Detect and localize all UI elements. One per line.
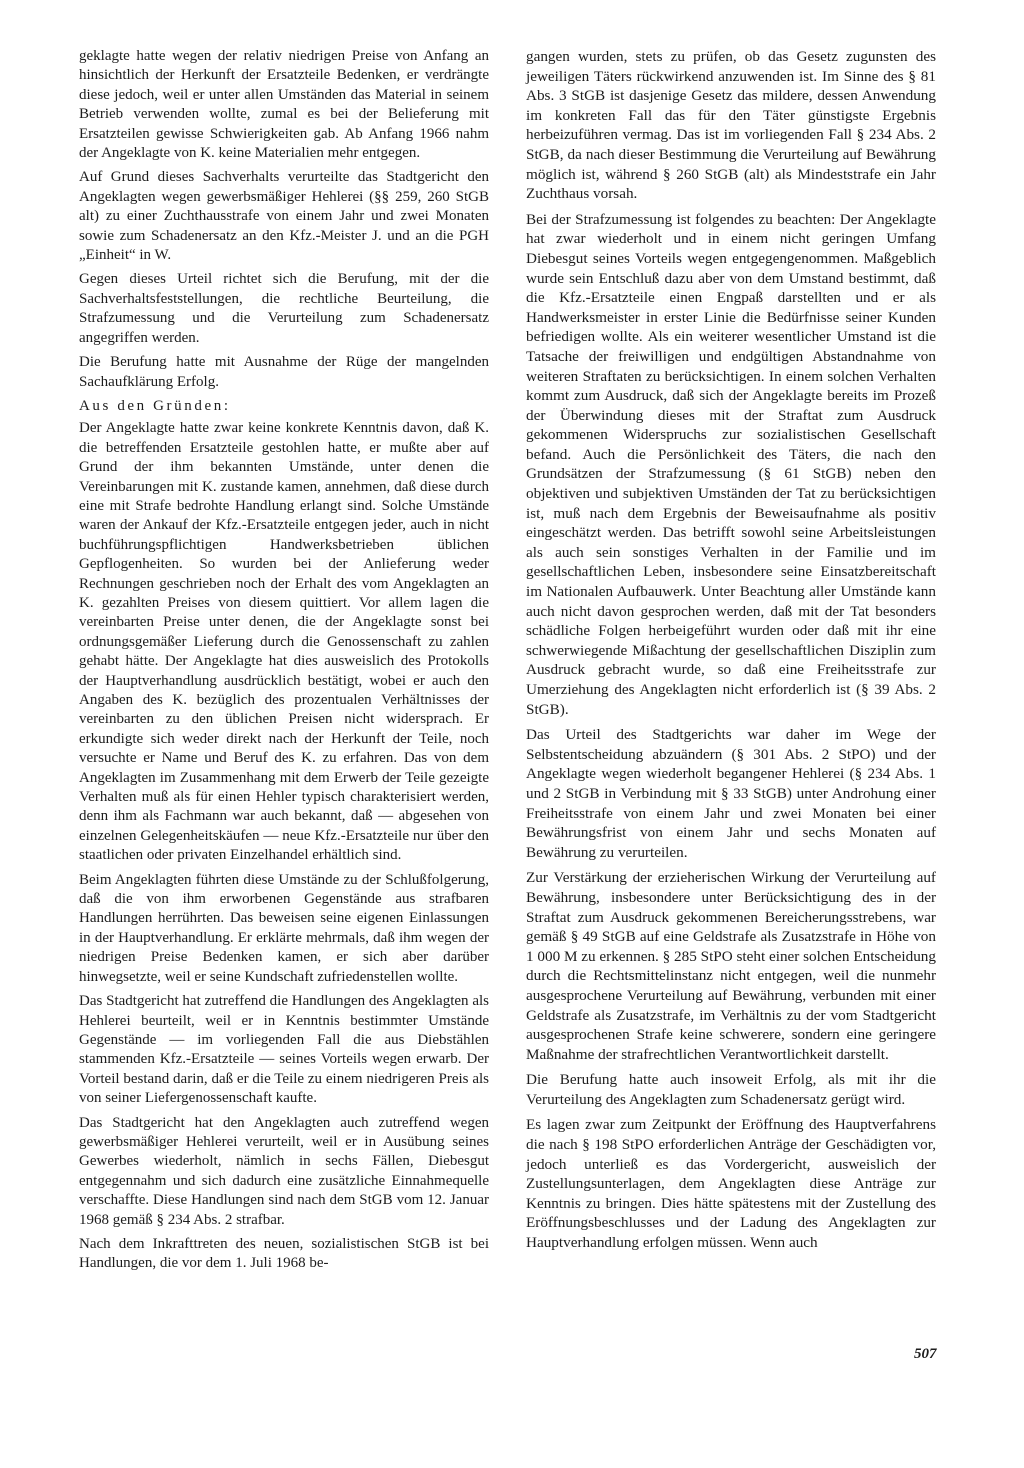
paragraph: Auf Grund dieses Sachverhalts verurteilte das Stadtgericht den Angeklagten wegen gewerbsmäßiger Hehlerei (§§ 259, 260 StGB alt) zu einer Zuchthausstrafe von einem Jahr und zwei Monaten sowie zum Schadenersatz an den Kfz.-Meister J. und an die PGH „Einheit“ in W. (79, 169, 489, 264)
paragraph: Zur Verstärkung der erzieherischen Wirkung der Verurteilung auf Bewährung, insbesondere unter Berücksichtigung des in der Straftat zum Ausdruck gekommenen Bereicherungsstrebens, war gemäß § 49 StGB auf eine Geldstrafe als Zusatzstrafe in Höhe von 1 000 M zu erkennen. § 285 StPO steht einer solchen Entscheidung durch die Rechtsmittelinstanz nicht entgegen, weil die nunmehr ausgesprochene Verurteilung auf Bewährung, verbunden mit einer Geldstrafe als Zusatzstrafe, im Verhältnis zu der vom Stadtgericht ausgesprochenen Strafe keine schwerere, sondern eine geringere Maßnahme der strafrechtlichen Verantwortlichkeit darstellt. (526, 869, 936, 1063)
paragraph: Die Berufung hatte mit Ausnahme der Rüge der mangelnden Sachaufklärung Erfolg. (79, 354, 489, 390)
right-column (526, 47, 936, 1259)
section-heading: Aus den Gründen: (79, 397, 231, 414)
paragraph: Nach dem Inkrafttreten des neuen, sozialistischen StGB ist bei Handlungen, die vor dem 1. Juli 1968 be- (79, 1235, 489, 1272)
paragraph: Der Angeklagte hatte zwar keine konkrete Kenntnis davon, daß K. die betreffenden Ersatzteile gestohlen hatte, er mußte aber auf Grund der ihm bekannten Umstände, unter denen die Vereinbarungen mit K. zustande kamen, annehmen, daß diese durch eine mit Strafe bedrohte Handlung erlangt sind. Solche Umstände waren der Ankauf der Kfz.-Ersatzteile entgegen jeder, auch in nicht buchführungspflichtigen Handwerksbetrieben üblichen Gepflogenheiten. So wurden bei der Anlieferung weder Rechnungen geschrieben noch der Erhalt des vom Angeklagten an K. gezahlten Preises von diesem quittiert. Vor allem lagen die vereinbarten Preise unter denen, die der Angeklagte sonst bei ordnungsgemäßer Lieferung durch die Genossenschaft zu zahlen gehabt hätte. Der Angeklagte hat dies ausweislich des Protokolls der Hauptverhandlung ausdrücklich bestätigt, wobei er auch den Angaben des K. bezüglich des prozentualen Verhältnisses der vereinbarten zu den üblichen Preisen nicht widersprach. Er erkundigte sich weder direkt nach der Herkunft der Teile, noch versuchte er Name und Beruf des K. zu erfahren. Das von dem Angeklagten im Zusammenhang mit dem Erwerb der Teile gezeigte Verhalten muß als für einen Hehler typisch charakterisiert werden, denn ihm als Fachmann war auch bekannt, daß — abgesehen von einzelnen Gelegenheitskäufen — neue Kfz.-Ersatzteile nur über den staatlichen oder privaten Einzelhandel erhältlich sind. (79, 420, 489, 864)
paragraph: Das Stadtgericht hat den Angeklagten auch zutreffend wegen gewerbsmäßiger Hehlerei verurteilt, weil er in Ausübung seines Gewerbes wiederholt, nämlich in sechs Fällen, Diebesgut entgegennahm und sich dadurch eine zusätzliche Einnahmequelle verschaffte. Diese Handlungen sind nach dem StGB vom 12. Januar 1968 gemäß § 234 Abs. 2 strafbar. (79, 1114, 489, 1228)
paragraph: Es lagen zwar zum Zeitpunkt der Eröffnung des Hauptverfahrens die nach § 198 StPO erforderlichen Anträge der Geschädigten vor, jedoch unterließ es das Vordergericht, ausweislich der Zustellungsunterlagen, dem Angeklagten diese Anträge zur Kenntnis zu bringen. Dies hätte spätestens mit der Zustellung des Eröffnungsbeschlusses und der Ladung des Angeklagten zur Hauptverhandlung erfolgen müssen. Wenn auch (526, 1116, 936, 1252)
left-column (79, 47, 489, 1279)
page-number: 507 (914, 1346, 937, 1362)
paragraph: Bei der Strafzumessung ist folgendes zu beachten: Der Angeklagte hat zwar wiederholt und in einem nicht geringen Umfang Diebesgut seines Vorteils wegen entgegengenommen. Maßgeblich wurde sein Entschluß dazu aber von dem Umstand bestimmt, daß die Kfz.-Ersatzteile einen Engpaß darstellten und er als Handwerksmeister in erster Linie die Bedürfnisse seiner Kunden befriedigen wollte. Als ein weiterer wesentlicher Umstand ist die Tatsache der freiwilligen und endgültigen Abstandnahme von weiteren Straftaten zu berücksichtigen. In einem solchen Verhalten kommt zum Ausdruck, daß sich der Angeklagte bereits im Prozeß der Überwindung dieses mit der Straftat zum Ausdruck gekommenen Widerspruchs zur sozialistischen Gesellschaft befand. Auch die Persönlichkeit des Täters, die nach den Grundsätzen der Strafzumessung (§ 61 StGB) neben den objektiven und subjektiven Umständen der Tat zu berücksichtigen ist, muß nach dem Ergebnis der Beweisaufnahme als positiv eingeschätzt werden. Das betrifft sowohl seine Arbeitsleistungen als auch sein sonstiges Verhalten in der Familie und im gesellschaftlichen Leben, insbesondere seine Einsatzbereitschaft im Nationalen Aufbauwerk. Unter Beachtung aller Umstände kann auch nicht davon gesprochen werden, daß mit der Tat besonders schädliche Folgen herbeigeführt wurden oder daß mit ihr eine schwerwiegende Mißachtung der gesellschaftlichen Disziplin zum Ausdruck gebracht wurde, so daß eine Freiheitsstrafe zur Umerziehung des Angeklagten nicht erforderlich ist (§ 39 Abs. 2 StGB). (526, 210, 936, 718)
paragraph: gangen wurden, stets zu prüfen, ob das Gesetz zugunsten des jeweiligen Täters rückwirkend anzuwenden ist. Im Sinne des § 81 Abs. 3 StGB ist dasjenige Gesetz das mildere, dessen Anwendung im konkreten Fall das für den Täter günstigste Ergebnis herbeizuführen vermag. Das ist im vorliegenden Fall § 234 Abs. 2 StGB, da nach dieser Bestimmung die Verurteilung auf Bewährung möglich ist, während § 260 StGB (alt) als Mindeststrafe ein Jahr Zuchthaus vorsah. (526, 48, 936, 203)
paragraph: geklagte hatte wegen der relativ niedrigen Preise von Anfang an hinsichtlich der Herkunft der Ersatzteile Bedenken, er verdrängte diese jedoch, weil er unter allen Umständen das Material in seinem Betrieb verwenden wollte, zumal es bei der Belieferung mit Ersatzteilen gewisse Schwierigkeiten gab. Ab Anfang 1966 nahm der Angeklagte von K. keine Materialien mehr entgegen. (79, 48, 489, 162)
paragraph: Das Stadtgericht hat zutreffend die Handlungen des Angeklagten als Hehlerei beurteilt, weil er in Kenntnis bestimmter Umstände Gegenstände — im vorliegenden Fall die aus Diebstählen stammenden Kfz.-Ersatzteile — seines Vorteils wegen erwarb. Der Vorteil bestand darin, daß er die Teile zu einem niedrigeren Preis als von seiner Liefergenossenschaft kaufte. (79, 993, 489, 1107)
paragraph: Gegen dieses Urteil richtet sich die Berufung, mit der die Sachverhaltsfeststellungen, die rechtliche Beurteilung, die Strafzumessung und die Verurteilung zum Schadenersatz angegriffen werden. (79, 271, 489, 346)
paragraph: Das Urteil des Stadtgerichts war daher im Wege der Selbstentscheidung abzuändern (§ 301 Abs. 2 StPO) und der Angeklagte wegen wiederholt begangener Hehlerei (§ 234 Abs. 1 und 2 StGB in Verbindung mit § 33 StGB) unter Androhung einer Freiheitsstrafe von einem Jahr und zwei Monaten bei einer Bewährungsfrist von einem Jahr und sechs Monaten auf Bewährung zu verurteilen. (526, 726, 936, 861)
paragraph: Beim Angeklagten führten diese Umstände zu der Schlußfolgerung, daß die von ihm erworbenen Gegenstände aus strafbaren Handlungen herrührten. Das beweisen seine eigenen Einlassungen in der Hauptverhandlung. Er erklärte mehrmals, daß ihm wegen der niedrigen Preise Bedenken kamen, er sich aber darüber hinwegsetzte, weil er seine Kundschaft zufriedenstellen wollte. (79, 871, 489, 985)
paragraph: Die Berufung hatte auch insoweit Erfolg, als mit ihr die Verurteilung des Angeklagten zum Schadenersatz gerügt wird. (526, 1071, 936, 1108)
